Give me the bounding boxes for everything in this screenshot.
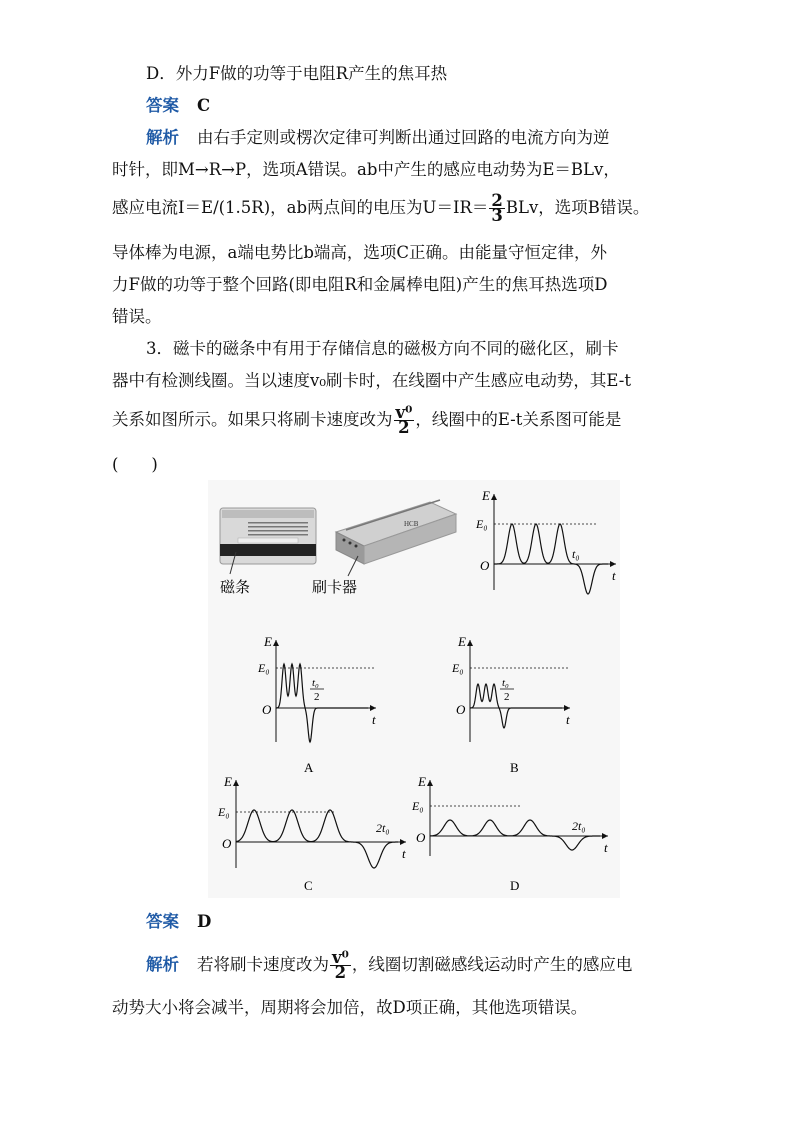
fraction-two-thirds: $\frac{2}{3}$ <box>491 191 503 225</box>
graph-d-origin: O <box>416 830 426 845</box>
graph-a-t-label: t <box>372 712 376 727</box>
answer-label: 答案 <box>146 912 179 931</box>
graph-a-half-t0-den: 2 <box>314 691 320 703</box>
card-label: 磁条 <box>220 580 251 596</box>
graph-b-t-arrow <box>564 705 570 711</box>
option-d-text: D．外力F做的功等于电阻R产生的焦耳热 <box>146 64 448 83</box>
graph-a-origin: O <box>262 702 272 717</box>
graph-b-t-label: t <box>566 712 570 727</box>
analysis-1-line-4: 导体棒为电源，a端电势比b端高，选项C正确。由能量守恒定律，外 <box>112 243 608 262</box>
graph-c-e0-label: E₀ <box>218 805 230 819</box>
graph-d-e-arrow <box>427 780 433 786</box>
graph-d-2t0-label: 2t₀ <box>572 819 586 833</box>
graph-b-e-label: E <box>458 634 466 649</box>
question-3-blank: ( ) <box>112 455 158 474</box>
analysis-label: 解析 <box>146 128 179 147</box>
graph-a-e-label: E <box>264 634 272 649</box>
original-graph-waveform <box>494 524 608 594</box>
answer-label: 答案 <box>146 96 179 115</box>
original-graph-e-arrow <box>491 494 497 500</box>
question-3-line-1: 3．磁卡的磁条中有用于存储信息的磁极方向不同的磁化区，刷卡 <box>146 339 619 358</box>
graph-d-e0-label: E₀ <box>412 799 424 813</box>
graph-d-t-label: t <box>604 840 608 855</box>
graph-b-e-arrow <box>467 640 473 646</box>
original-graph-origin: O <box>480 558 490 573</box>
magnetic-card-image <box>220 508 316 564</box>
option-b-label: B <box>510 760 519 775</box>
analysis-1-line-3: 感应电流I＝E/(1.5R)，ab两点间的电压为U＝IR＝ $\frac{2}{3}$ BLv，选项B错误。 <box>112 191 650 225</box>
graph-c-2t0-label: 2t₀ <box>376 821 390 835</box>
original-graph-t-label: t <box>612 568 616 583</box>
answer-1: 答案 C <box>146 96 211 115</box>
graph-c-e-arrow <box>233 780 239 786</box>
graph-c-e-label: E <box>224 774 232 789</box>
analysis-1-line-5: 力F做的功等于整个回路(即电阻R和金属棒电阻)产生的焦耳热选项D <box>112 275 608 294</box>
option-c-label: C <box>304 878 313 893</box>
graph-a-waveform <box>276 664 368 742</box>
analysis-1-line-1: 解析 由右手定则或楞次定律可判断出通过回路的电流方向为逆 <box>146 128 610 147</box>
card-reader-image <box>336 500 456 564</box>
graph-c-t-label: t <box>402 846 406 861</box>
question-3-line-2: 器中有检测线圈。当以速度v₀刷卡时，在线圈中产生感应电动势，其E-t <box>112 371 631 390</box>
question-figure <box>208 480 620 898</box>
question-3-line-3: 关系如图所示。如果只将刷卡速度改为 $\frac{\text{v⁰}}{2}$ ，线圈中的E-t关系图可能是 <box>112 403 622 437</box>
analysis-1-line-2: 时针，即M→R→P，选项A错误。ab中产生的感应电动势为E＝BLv， <box>112 160 620 179</box>
graph-b-waveform <box>470 684 562 728</box>
analysis-1-line-6: 错误。 <box>112 307 162 326</box>
graph-c-t-arrow <box>400 839 406 845</box>
graph-c-origin: O <box>222 836 232 851</box>
analysis-2-line-1: 解析 若将刷卡速度改为 $\frac{\text{v⁰}}{2}$ ，线圈切割磁感线运动时产生的感应电 <box>146 948 633 982</box>
option-a-label: A <box>304 760 314 775</box>
fraction-v0-half: $\frac{\text{v⁰}}{2}$ <box>332 948 349 982</box>
reader-label: 刷卡器 <box>312 580 358 596</box>
graph-a-e-arrow <box>273 640 279 646</box>
graph-d-e-label: E <box>418 774 426 789</box>
original-graph-e-label: E <box>482 488 490 503</box>
fraction-v0-half: $\frac{\text{v⁰}}{2}$ <box>395 403 413 437</box>
graph-c-waveform <box>236 810 398 868</box>
graph-b-origin: O <box>456 702 466 717</box>
option-d-label: D <box>510 878 520 893</box>
reader-brand: HCB <box>404 520 419 528</box>
graph-a-e0-label: E₀ <box>258 661 270 675</box>
graph-d-t-arrow <box>602 833 608 839</box>
analysis-label: 解析 <box>146 955 179 974</box>
graph-b-e0-label: E₀ <box>452 661 464 675</box>
graph-b-half-t0-num: t₀ <box>502 677 509 689</box>
original-graph-t-arrow <box>610 561 616 567</box>
original-graph-t0-label: t₀ <box>572 547 580 561</box>
answer-2: 答案 D <box>146 912 212 931</box>
graph-b-half-t0-den: 2 <box>504 691 510 703</box>
graph-a-t-arrow <box>370 705 376 711</box>
graph-a-half-t0-num: t₀ <box>312 677 319 689</box>
analysis-2-line-2: 动势大小将会减半，周期将会加倍，故D项正确，其他选项错误。 <box>112 998 588 1017</box>
original-graph-e0-label: E₀ <box>476 517 488 531</box>
